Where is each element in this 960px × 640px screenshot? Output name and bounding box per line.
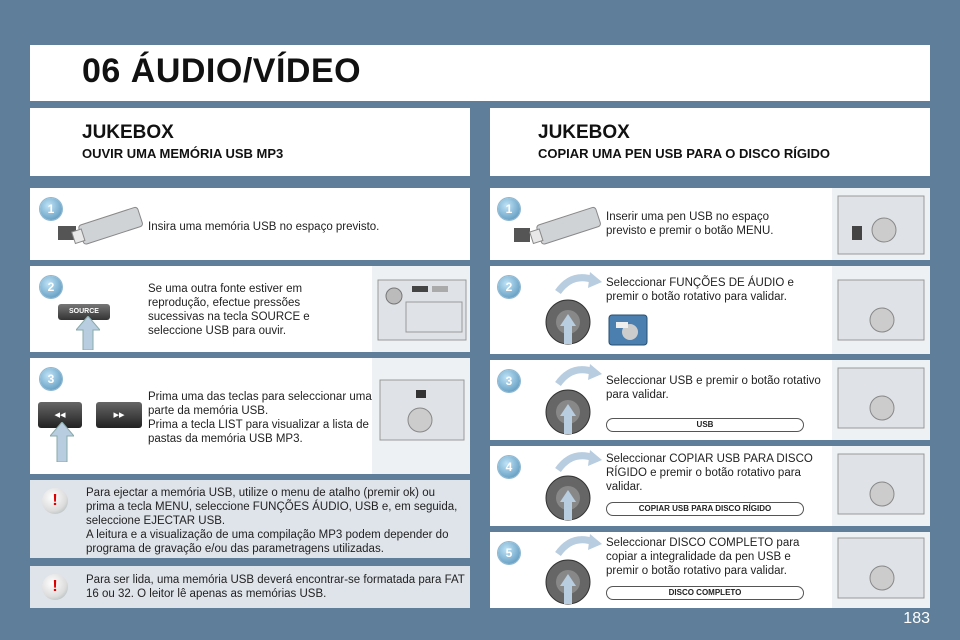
right-step-2 <box>490 266 930 354</box>
step-badge: 3 <box>498 370 520 392</box>
left-step-3 <box>30 358 470 474</box>
menu-item-full-disk[interactable]: DISCO COMPLETO <box>606 586 804 600</box>
step-badge: 1 <box>40 198 62 220</box>
rotary-knob-icon <box>542 270 612 350</box>
previous-button[interactable]: ◂◂ <box>38 402 82 428</box>
left-step-1 <box>30 188 470 260</box>
radio-panel-image <box>832 532 930 608</box>
step-badge: 1 <box>498 198 520 220</box>
step-badge: 5 <box>498 542 520 564</box>
right-step-5 <box>490 532 930 608</box>
warning-icon: ! <box>42 488 68 514</box>
right-step-4-text: Seleccionar COPIAR USB PARA DISCO RÍGIDO e premir o botão rotativo para validar. <box>606 453 813 493</box>
note-eject-text: Para ejectar a memória USB, utilize o menu de atalho (premir ok) ou prima a tecla MENU, seleccione FUNÇÕES ÁUDIO, USB e, em seguida, seleccione EJECTAR USB. A leitura e a visualização de uma compilação MP3 podem depender do programa de gravação e/ou das parametragens utilizadas. <box>86 487 458 555</box>
radio-panel-image <box>832 446 930 526</box>
next-button[interactable]: ▸▸ <box>96 402 142 428</box>
usb-stick-icon <box>508 202 608 252</box>
right-step-5-text: Seleccionar DISCO COMPLETO para copiar a integralidade da pen USB e premir o botão rotativo para validar. <box>606 537 800 577</box>
right-step-2-text: Seleccionar FUNÇÕES DE ÁUDIO e premir o botão rotativo para validar. <box>606 277 794 303</box>
right-step-3-text: Seleccionar USB e premir o botão rotativo para validar. <box>606 375 821 401</box>
source-button[interactable]: SOURCE <box>58 304 110 320</box>
step-badge: 3 <box>40 368 62 390</box>
left-step-3-text: Prima uma das teclas para seleccionar uma parte da memória USB. Prima a tecla LIST para visualizar a lista de pastas da memória USB MP3. <box>148 391 372 445</box>
step-badge: 2 <box>40 276 62 298</box>
right-step-1 <box>490 188 930 260</box>
right-step-1-text: Inserir uma pen USB no espaço previsto e premir o botão MENU. <box>606 211 774 237</box>
right-step-4 <box>490 446 930 526</box>
radio-panel-image <box>372 358 470 474</box>
radio-panel-image <box>372 266 470 352</box>
right-title: JUKEBOX <box>538 122 630 143</box>
radio-panel-image <box>832 360 930 440</box>
left-step-2-text: Se uma outra fonte estiver em reprodução, efectue pressões sucessivas na tecla SOURCE e seleccione USB para ouvir. <box>148 283 310 337</box>
right-section-header <box>490 108 930 176</box>
rotary-knob-icon <box>542 362 612 440</box>
page-number: 183 <box>903 610 930 627</box>
step-badge: 4 <box>498 456 520 478</box>
radio-panel-image <box>832 266 930 354</box>
rotary-knob-icon <box>542 448 612 526</box>
press-arrow-icon <box>50 422 74 462</box>
left-section-header <box>30 108 470 176</box>
left-step-1-text: Insira uma memória USB no espaço previsto. <box>148 221 380 233</box>
menu-item-copy-usb[interactable]: COPIAR USB PARA DISCO RÍGIDO <box>606 502 804 516</box>
left-subtitle: OUVIR UMA MEMÓRIA USB MP3 <box>82 146 284 161</box>
press-arrow-icon <box>76 316 100 350</box>
step-badge: 2 <box>498 276 520 298</box>
right-step-3 <box>490 360 930 440</box>
page-title: 06 ÁUDIO/VÍDEO <box>82 52 362 90</box>
usb-stick-icon <box>50 202 150 252</box>
rotary-knob-icon <box>542 532 612 608</box>
note-eject <box>30 480 470 558</box>
note-format-text: Para ser lida, uma memória USB deverá encontrar-se formatada para FAT 16 ou 32. O leitor lê apenas as memórias USB. <box>86 574 465 600</box>
left-title: JUKEBOX <box>82 122 174 143</box>
menu-item-usb[interactable]: USB <box>606 418 804 432</box>
audio-functions-icon <box>608 314 648 346</box>
radio-panel-image <box>832 188 930 260</box>
left-step-2 <box>30 266 470 352</box>
warning-icon: ! <box>42 574 68 600</box>
right-subtitle: COPIAR UMA PEN USB PARA O DISCO RÍGIDO <box>538 146 831 161</box>
note-format <box>30 566 470 608</box>
